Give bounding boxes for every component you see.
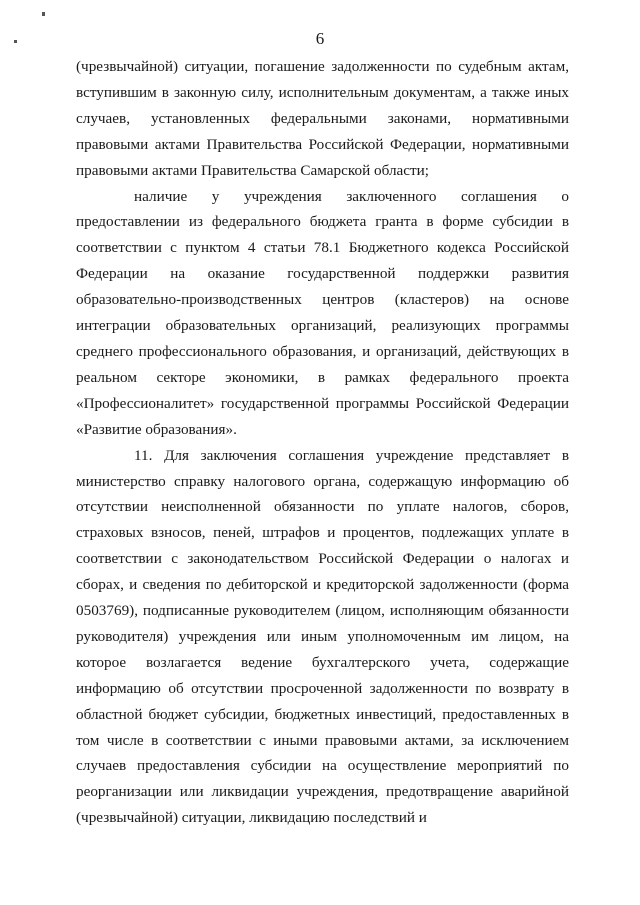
paragraph-item-11: 11. Для заключения соглашения учреждение представляет в министерство справку налогового органа, содержащую информацию об отсутствии неисполненной обязанности по уплате налогов, сборов, страховых взносов, пеней, штрафов и процентов, подлежащих уплате в соответствии с законодательством Российской Федерации о налогах и сборах, и сведения по дебиторской и кредиторской задолженности (форма 0503769), подписанные руководителем (лицом, исполняющим обязанности руководителя) учреждения или иным уполномоченным им лицом, на которое возлагается ведение бухгалтерского учета, содержащие информацию об отсутствии просроченной задолженности по возврату в областной бюджет субсидии, бюджетных инвестиций, предоставленных в том числе в соответствии с иными правовыми актами, за исключением случаев предоставления субсидии на осуществление мероприятий по реорганизации или ликвидации учреждения, предотвращение аварийной (чрезвычайной) ситуации, ликвидацию последствий и (76, 446, 569, 827)
document-body (76, 54, 569, 831)
page-number: 6 (315, 29, 325, 48)
paragraph-continuation: (чрезвычайной) ситуации, погашение задолженности по судебным актам, вступившим в законную силу, исполнительным документам, а также иных случаев, установленных федеральными законами, нормативными правовыми актами Правительства Российской Федерации, нормативными правовыми актами Правительства Самарской области; (76, 58, 569, 179)
scan-artifact (42, 12, 45, 16)
paragraph-grant-agreement: наличие у учреждения заключенного соглашения о предоставлении из федерального бюджета гранта в форме субсидии в соответствии с пунктом 4 статьи 78.1 Бюджетного кодекса Российской Федерации на оказание государственной поддержки развития образовательно-производственных центров (кластеров) на основе интеграции образовательных организаций, реализующих программы среднего профессионального образования, и организаций, действующих в реальном секторе экономики, в рамках федерального проекта «Профессионалитет» государственной программы Российской Федерации «Развитие образования». (76, 187, 569, 438)
